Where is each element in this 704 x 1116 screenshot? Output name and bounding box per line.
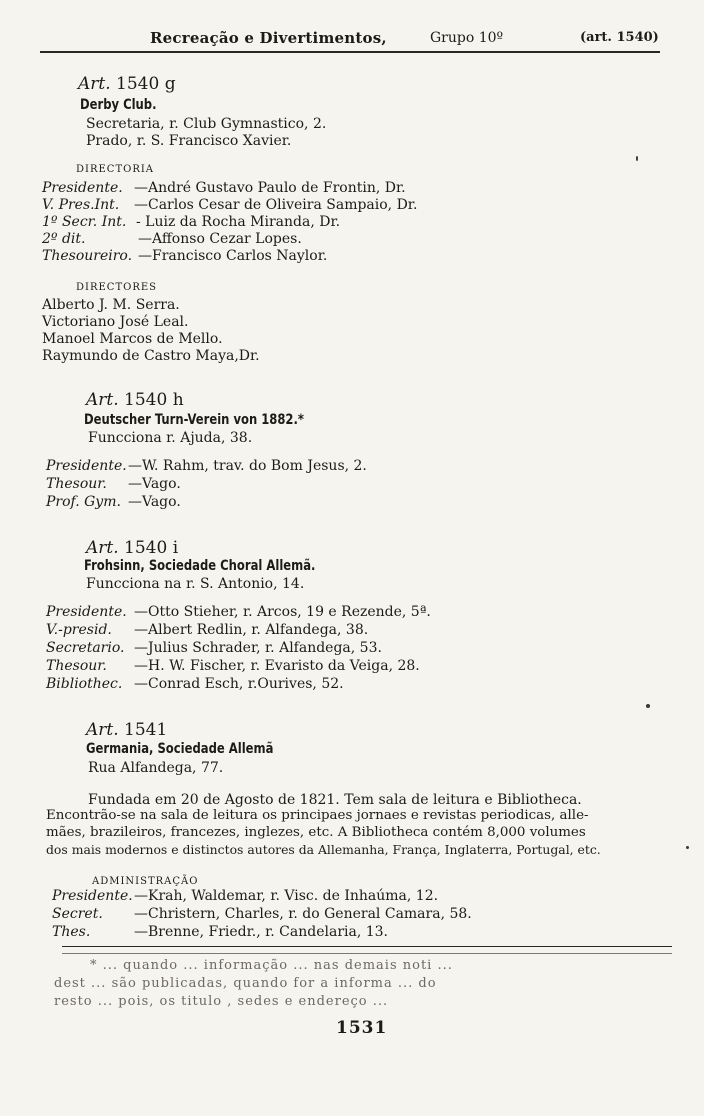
header-rule — [40, 51, 660, 53]
page-number: 1531 — [336, 1018, 388, 1038]
description-line: dos mais modernos e distinctos autores da Allemanha, França, Inglaterra, Portugal, etc. — [46, 842, 601, 857]
ink-speck — [686, 846, 689, 849]
article-heading: Art. 1541 — [86, 720, 168, 740]
address-line: Secretaria, r. Club Gymnastico, 2. — [86, 116, 327, 132]
description-line: Fundada em 20 de Agosto de 1821. Tem sala de leitura e Bibliotheca. — [88, 792, 582, 808]
director-name: Manoel Marcos de Mello. — [42, 331, 223, 347]
ink-speck — [646, 704, 650, 708]
section-label-directores: DIRECTORES — [76, 282, 157, 293]
address-line: Funcciona r. Ajuda, 38. — [88, 430, 253, 446]
section-label-administracao: ADMINISTRAÇÃO — [92, 876, 199, 887]
running-header-art-ref: (art. 1540) — [580, 30, 659, 45]
address-line: Prado, r. S. Francisco Xavier. — [86, 133, 292, 149]
officer-row: Thesoureiro. —Francisco Carlos Naylor. — [42, 248, 328, 264]
officer-row: V.-presid. —Albert Redlin, r. Alfandega, 38. — [46, 622, 369, 638]
officer-row: Prof. Gym. —Vago. — [46, 494, 181, 510]
footnote-line: dest ... são publicadas, quando for a informa ... do — [54, 976, 437, 991]
address-line: Funcciona na r. S. Antonio, 14. — [86, 576, 305, 592]
officer-row: 1º Secr. Int. - Luiz da Rocha Miranda, Dr. — [42, 214, 341, 230]
officer-row: Presidente. —André Gustavo Paulo de Frontin, Dr. — [42, 180, 406, 196]
officer-row: Thes. —Brenne, Friedr., r. Candelaria, 13. — [52, 924, 389, 940]
officer-row: V. Pres.Int. —Carlos Cesar de Oliveira Sampaio, Dr. — [42, 197, 418, 213]
description-line: mães, brazileiros, francezes, inglezes, etc. A Bibliotheca contém 8,000 volumes — [46, 825, 586, 840]
officer-row: Thesour. —Vago. — [46, 476, 181, 492]
director-name: Raymundo de Castro Maya,Dr. — [42, 348, 260, 364]
description-line: Encontrão-se na sala de leitura os principaes jornaes e revistas periodicas, alle- — [46, 808, 589, 823]
article-heading: Art. 1540 i — [86, 538, 179, 558]
officer-row: Bibliothec. —Conrad Esch, r.Ourives, 52. — [46, 676, 344, 692]
director-name: Alberto J. M. Serra. — [42, 297, 180, 313]
article-heading: Art. 1540 g — [78, 74, 176, 94]
footnote-rule-lower — [62, 953, 672, 954]
club-name: Deutscher Turn-Verein von 1882.* — [84, 412, 304, 428]
director-name: Victoriano José Leal. — [42, 314, 189, 330]
running-header-title: Recreação e Divertimentos, — [150, 29, 387, 47]
footnote-line: resto ... pois, os titulo , sedes e endereço ... — [54, 994, 389, 1009]
ink-speck — [636, 156, 638, 161]
officer-row: Thesour. —H. W. Fischer, r. Evaristo da Veiga, 28. — [46, 658, 420, 674]
officer-row: Secretario. —Julius Schrader, r. Alfandega, 53. — [46, 640, 382, 656]
section-label-directoria: DIRECTORIA — [76, 164, 155, 175]
officer-row: Presidente.—W. Rahm, trav. do Bom Jesus, 2. — [46, 458, 367, 474]
club-name: Frohsinn, Sociedade Choral Allemã. — [84, 558, 316, 574]
officer-row: Secret. —Christern, Charles, r. do General Camara, 58. — [52, 906, 472, 922]
address-line: Rua Alfandega, 77. — [88, 760, 224, 776]
officer-row: Presidente.—Krah, Waldemar, r. Visc. de Inhaúma, 12. — [52, 888, 439, 904]
club-name: Germania, Sociedade Allemã — [86, 741, 274, 757]
article-heading: Art. 1540 h — [86, 390, 184, 410]
officer-row: Presidente. —Otto Stieher, r. Arcos, 19 e Rezende, 5ª. — [46, 604, 431, 620]
officer-row: 2º dit. —Affonso Cezar Lopes. — [42, 231, 302, 247]
footnote-line: * ... quando ... informação ... nas demais noti ... — [90, 958, 453, 973]
running-header-group: Grupo 10º — [430, 30, 504, 46]
club-name: Derby Club. — [80, 97, 157, 113]
footnote-rule — [62, 946, 672, 947]
